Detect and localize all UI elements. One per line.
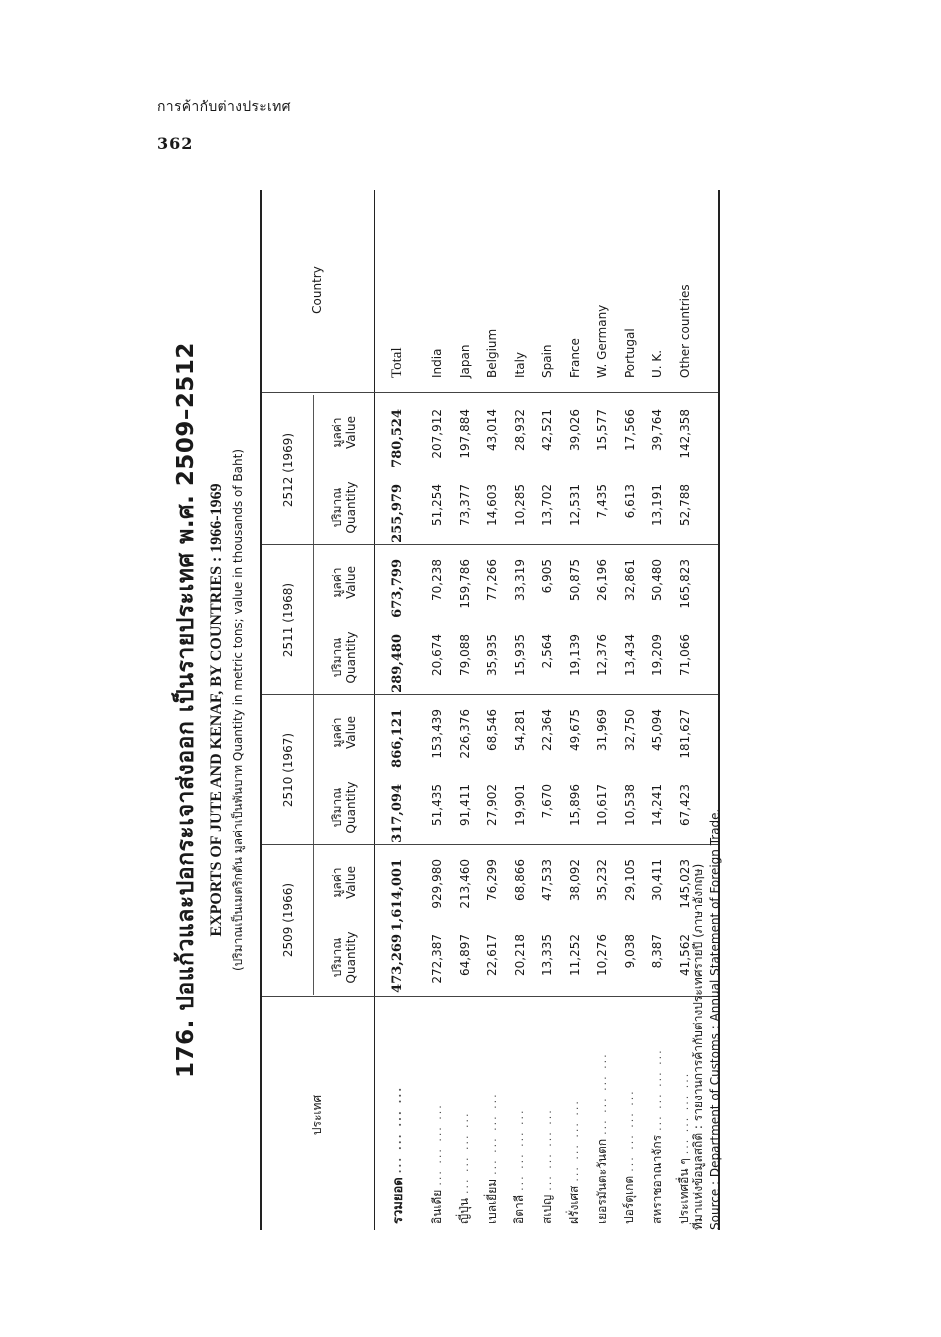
- value-cell: 866,121: [390, 709, 406, 768]
- quantity-cell: 11,252: [567, 934, 582, 976]
- table-unit-note: (ปริมาณเป็นเมตริกตัน มูลค่าเป็นพันบาท Quantity in metric tons; value in thousands of Baht): [231, 448, 245, 972]
- value-cell: 226,376: [457, 709, 472, 759]
- table-row-total: [384, 190, 412, 1230]
- header-country-thai: ประเทศ: [309, 1094, 324, 1136]
- value-cell: 49,675: [567, 709, 582, 751]
- row-country-thai-label: อิตาลี: [512, 1194, 527, 1224]
- quantity-cell: 473,269: [390, 934, 406, 993]
- quantity-cell: 6,613: [622, 484, 637, 519]
- source-thai: ที่มาแห่งข้อมูลสถิติ : รายงานการค้ากับต่างประเทศรายปี (ภาษาอังกฤษ): [691, 863, 705, 1230]
- source-english: Source : Department of Customs : Annual Statement of Foreign Trade.: [708, 808, 722, 1230]
- table-row: [616, 190, 644, 1230]
- value-cell: 35,232: [595, 859, 610, 901]
- value-cell: 22,364: [540, 709, 555, 751]
- value-cell: 1,614,001: [390, 859, 406, 932]
- rotated-table-sheet: [150, 150, 730, 1270]
- row-country-thai-label: เบลเยี่ยม: [484, 1178, 499, 1224]
- quantity-cell: 67,423: [677, 784, 692, 826]
- row-country-thai: [644, 1000, 672, 1230]
- subheader-quantity: [316, 770, 372, 845]
- value-cell: 54,281: [512, 709, 527, 751]
- qty-label-english: Quantity: [344, 781, 358, 834]
- subheader-value: [316, 695, 372, 770]
- quantity-cell: 8,387: [650, 934, 665, 969]
- quantity-cell: 19,209: [650, 634, 665, 676]
- value-cell: 38,092: [567, 859, 582, 901]
- header-year-1968: 2511 (1968): [262, 545, 314, 695]
- row-country-thai: [479, 1000, 507, 1230]
- leader-dots: ... ... ... ...: [623, 1089, 637, 1172]
- row-country-english: Total: [389, 347, 406, 378]
- value-cell: 50,875: [567, 559, 582, 601]
- value-cell: 6,905: [540, 559, 555, 594]
- source-note: [690, 190, 724, 1230]
- subheader-quantity: [316, 620, 372, 695]
- quantity-cell: 13,702: [540, 484, 555, 526]
- row-country-thai-label: อินเดีย: [429, 1189, 444, 1224]
- value-cell: 39,026: [567, 409, 582, 451]
- leader-dots: ... ... ... ...: [458, 1111, 472, 1194]
- qty-label-english: Quantity: [344, 481, 358, 534]
- quantity-cell: 7,670: [540, 784, 555, 819]
- table-row: [534, 190, 562, 1230]
- qty-label-thai: ปริมาณ: [330, 637, 344, 678]
- value-cell: 197,884: [457, 409, 472, 459]
- row-country-thai-label: ประเทศอื่น ๆ: [677, 1158, 692, 1224]
- quantity-cell: 20,674: [430, 634, 445, 676]
- row-country-english: Other countries: [677, 284, 692, 378]
- leader-dots: ... ... ... ...: [678, 1071, 692, 1155]
- subheader-value: [316, 845, 372, 920]
- value-cell: 673,799: [390, 559, 406, 618]
- val-label-thai: มูลค่า: [330, 867, 344, 898]
- quantity-cell: 10,538: [622, 784, 637, 826]
- leader-dots: ... ... ... ...: [595, 1052, 609, 1135]
- row-country-thai-label: รวมยอด: [391, 1177, 407, 1224]
- row-country-english: Belgium: [485, 328, 500, 378]
- row-country-thai: [506, 1000, 534, 1230]
- row-country-english: France: [567, 338, 582, 378]
- val-label-english: Value: [344, 416, 358, 449]
- header-country-english: Country: [310, 266, 324, 314]
- val-label-english: Value: [344, 866, 358, 899]
- quantity-cell: 272,387: [430, 934, 445, 984]
- quantity-cell: 10,617: [595, 784, 610, 826]
- quantity-cell: 15,935: [512, 634, 527, 676]
- header-rule: [374, 190, 375, 1230]
- page-number: 362: [157, 134, 194, 153]
- page-header: การค้ากับต่างประเทศ: [157, 99, 291, 115]
- quantity-cell: 79,088: [457, 634, 472, 676]
- value-cell: 145,023: [677, 859, 692, 909]
- value-cell: 929,980: [430, 859, 445, 909]
- val-label-thai: มูลค่า: [330, 717, 344, 748]
- quantity-cell: 71,066: [677, 634, 692, 676]
- leader-dots: ... ... ... ...: [391, 1085, 405, 1174]
- row-country-english: Portugal: [622, 328, 637, 378]
- value-cell: 70,238: [430, 559, 445, 601]
- row-country-thai: [616, 1000, 644, 1230]
- value-cell: 45,094: [650, 709, 665, 751]
- qty-label-thai: ปริมาณ: [330, 487, 344, 528]
- value-cell: 32,750: [622, 709, 637, 751]
- quantity-cell: 255,979: [390, 484, 406, 543]
- quantity-cell: 12,531: [567, 484, 582, 526]
- row-country-thai: [534, 1000, 562, 1230]
- row-country-thai-label: ฝรั่งเศส: [567, 1185, 582, 1224]
- quantity-cell: 10,285: [512, 484, 527, 526]
- row-country-english: W. Germany: [595, 304, 610, 378]
- value-cell: 26,196: [595, 559, 610, 601]
- quantity-cell: 64,897: [457, 934, 472, 976]
- row-country-thai: [561, 1000, 589, 1230]
- quantity-cell: 14,603: [485, 484, 500, 526]
- quantity-cell: 14,241: [650, 784, 665, 826]
- quantity-cell: 27,902: [485, 784, 500, 826]
- quantity-cell: 13,191: [650, 484, 665, 526]
- table-row: [424, 190, 452, 1230]
- quantity-cell: 289,480: [390, 634, 406, 693]
- value-cell: 207,912: [430, 409, 445, 459]
- table-title-thai: 176. ปอแก้วและปอกระเจาส่งออก เป็นรายประเทศ พ.ศ. 2509–2512: [173, 342, 199, 1078]
- value-cell: 42,521: [540, 409, 555, 451]
- value-cell: 153,439: [430, 709, 445, 759]
- value-cell: 50,480: [650, 559, 665, 601]
- value-cell: 33,319: [512, 559, 527, 601]
- row-country-thai: [589, 1000, 617, 1230]
- value-cell: 29,105: [622, 859, 637, 901]
- quantity-cell: 10,276: [595, 934, 610, 976]
- quantity-cell: 41,562: [677, 934, 692, 976]
- quantity-cell: 7,435: [595, 484, 610, 519]
- row-country-english: Spain: [540, 344, 555, 378]
- table-row: [561, 190, 589, 1230]
- value-cell: 43,014: [485, 409, 500, 451]
- exports-table: [260, 190, 720, 1230]
- value-cell: 159,786: [457, 559, 472, 609]
- quantity-cell: 13,335: [540, 934, 555, 976]
- val-label-thai: มูลค่า: [330, 567, 344, 598]
- row-country-english: Japan: [457, 344, 472, 378]
- quantity-cell: 9,038: [622, 934, 637, 969]
- value-cell: 142,358: [677, 409, 692, 459]
- leader-dots: ... ... ... ...: [513, 1108, 527, 1191]
- table-title-english: EXPORTS OF JUTE AND KENAF, BY COUNTRIES : 1966-1969: [208, 483, 225, 937]
- value-cell: 39,764: [650, 409, 665, 451]
- row-country-thai-label: ปอร์ตุเกต: [622, 1175, 637, 1224]
- qty-label-english: Quantity: [344, 931, 358, 984]
- row-country-thai-label: ญี่ปุ่น: [457, 1197, 472, 1224]
- value-cell: 15,577: [595, 409, 610, 451]
- leader-dots: ... ... ... ...: [568, 1099, 582, 1182]
- row-country-thai: [424, 1000, 452, 1230]
- row-country-english: India: [430, 348, 445, 378]
- quantity-cell: 20,218: [512, 934, 527, 976]
- value-cell: 181,627: [677, 709, 692, 759]
- value-cell: 780,524: [390, 409, 406, 468]
- table-row: [506, 190, 534, 1230]
- table-subheader: [316, 190, 372, 1230]
- table-row: [589, 190, 617, 1230]
- quantity-cell: 91,411: [457, 784, 472, 826]
- header-year-1967: 2510 (1967): [262, 695, 314, 845]
- subheader-value: [316, 395, 372, 470]
- leader-dots: ... ... ... ...: [485, 1092, 499, 1175]
- quantity-cell: 15,896: [567, 784, 582, 826]
- header-year-1966: 2509 (1966): [262, 845, 314, 995]
- row-country-english: Italy: [512, 351, 527, 378]
- value-cell: 68,866: [512, 859, 527, 901]
- row-country-thai-label: สเปญ: [539, 1194, 554, 1224]
- leader-dots: ... ... ... ...: [540, 1108, 554, 1191]
- value-cell: 165,823: [677, 559, 692, 609]
- value-cell: 213,460: [457, 859, 472, 909]
- value-cell: 76,299: [485, 859, 500, 901]
- value-cell: 77,266: [485, 559, 500, 601]
- value-cell: 47,533: [540, 859, 555, 901]
- value-cell: 68,546: [485, 709, 500, 751]
- quantity-cell: 52,788: [677, 484, 692, 526]
- quantity-cell: 19,901: [512, 784, 527, 826]
- qty-label-thai: ปริมาณ: [330, 787, 344, 828]
- row-country-thai: [384, 1000, 412, 1230]
- header-year-1969: 2512 (1969): [262, 395, 314, 545]
- leader-dots: ... ... ... ...: [650, 1048, 664, 1131]
- leader-dots: ... ... ... ...: [430, 1103, 444, 1186]
- row-country-english: U. K.: [650, 349, 665, 378]
- quantity-cell: 51,254: [430, 484, 445, 526]
- table-row: [451, 190, 479, 1230]
- row-country-thai-label: เยอรมันตะวันตก: [594, 1138, 609, 1224]
- subheader-quantity: [316, 920, 372, 995]
- value-cell: 30,411: [650, 859, 665, 901]
- quantity-cell: 22,617: [485, 934, 500, 976]
- value-cell: 28,932: [512, 409, 527, 451]
- val-label-english: Value: [344, 716, 358, 749]
- table-titles: [150, 150, 248, 1270]
- row-country-thai: [451, 1000, 479, 1230]
- table-row: [644, 190, 672, 1230]
- quantity-cell: 12,376: [595, 634, 610, 676]
- quantity-cell: 51,435: [430, 784, 445, 826]
- subheader-value: [316, 545, 372, 620]
- subheader-quantity: [316, 470, 372, 545]
- quantity-cell: 13,434: [622, 634, 637, 676]
- quantity-cell: 19,139: [567, 634, 582, 676]
- row-country-thai-label: สหราชอาณาจักร: [649, 1134, 664, 1224]
- qty-label-thai: ปริมาณ: [330, 937, 344, 978]
- quantity-cell: 317,094: [390, 784, 406, 843]
- quantity-cell: 73,377: [457, 484, 472, 526]
- table-row: [479, 190, 507, 1230]
- val-label-english: Value: [344, 566, 358, 599]
- quantity-cell: 35,935: [485, 634, 500, 676]
- qty-label-english: Quantity: [344, 631, 358, 684]
- value-cell: 31,969: [595, 709, 610, 751]
- quantity-cell: 2,564: [540, 634, 555, 669]
- value-cell: 17,566: [622, 409, 637, 451]
- val-label-thai: มูลค่า: [330, 417, 344, 448]
- value-cell: 32,861: [622, 559, 637, 601]
